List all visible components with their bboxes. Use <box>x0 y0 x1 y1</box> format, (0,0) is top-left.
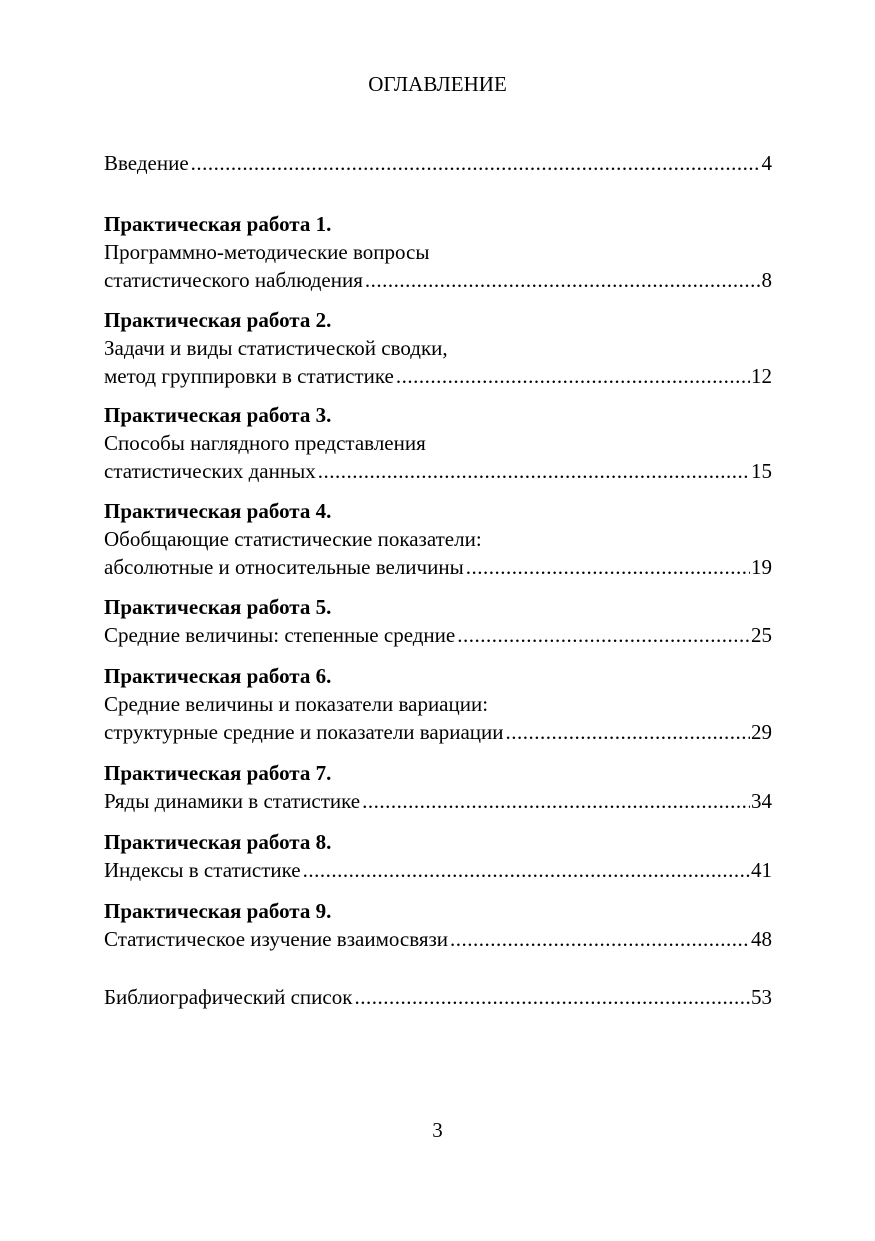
toc-line <box>104 856 772 884</box>
toc-entry-title: метод группировки в статистике <box>104 364 394 388</box>
toc-line <box>104 983 772 1011</box>
toc-entry-line: Задачи и виды статистической сводки, <box>104 336 448 360</box>
toc-heading: Практическая работа 1. <box>104 212 332 236</box>
toc-page-number: 19 <box>751 555 772 579</box>
toc-line <box>104 149 772 177</box>
toc-page-number: 41 <box>751 858 772 882</box>
toc-heading: Практическая работа 6. <box>104 664 332 688</box>
toc-line <box>104 457 772 485</box>
toc-page-number: 4 <box>761 151 772 175</box>
dot-leader <box>354 983 750 1011</box>
toc-entry-work-9[interactable] <box>104 897 772 953</box>
toc-line <box>104 925 772 953</box>
toc-page-number: 12 <box>751 364 772 388</box>
toc-line <box>104 266 772 294</box>
dot-leader <box>450 925 750 953</box>
toc-page-number: 53 <box>751 985 772 1009</box>
dot-leader <box>365 266 761 294</box>
dot-leader <box>466 553 750 581</box>
dot-leader <box>318 457 750 485</box>
toc-heading: Практическая работа 4. <box>104 499 332 523</box>
toc-entry-bibliography[interactable] <box>104 983 772 1011</box>
toc-page-number: 48 <box>751 927 772 951</box>
toc-page-number: 34 <box>751 789 772 813</box>
toc-entry-title: абсолютные и относительные величины <box>104 555 464 579</box>
toc-entry-title: Ряды динамики в статистике <box>104 789 361 813</box>
toc-entry-line: Программно-методические вопросы <box>104 240 430 264</box>
toc-page-number: 29 <box>751 720 772 744</box>
toc-entry-title: Библиографический список <box>104 985 353 1009</box>
dot-leader <box>303 856 750 884</box>
toc-entry-line: Способы наглядного представления <box>104 431 426 455</box>
toc-entry-title: Средние величины: степенные средние <box>104 623 456 647</box>
dot-leader <box>506 718 750 746</box>
page-title: ОГЛАВЛЕНИЕ <box>368 72 507 96</box>
page-number: 3 <box>432 1118 443 1142</box>
toc-line <box>104 718 772 746</box>
toc-page-number: 8 <box>761 268 772 292</box>
toc-entry-title: Индексы в статистике <box>104 858 301 882</box>
toc-entry-line: Обобщающие статистические показатели: <box>104 527 482 551</box>
toc-entry-work-2[interactable] <box>104 306 772 390</box>
toc-entry-work-3[interactable] <box>104 401 772 485</box>
toc-page-number: 25 <box>751 623 772 647</box>
toc-heading: Практическая работа 2. <box>104 308 332 332</box>
toc-entry-line: Средние величины и показатели вариации: <box>104 692 489 716</box>
toc-entry-work-6[interactable] <box>104 662 772 746</box>
toc-entry-title: структурные средние и показатели вариации <box>104 720 504 744</box>
toc-entry-title: Введение <box>104 151 189 175</box>
toc-entry-work-4[interactable] <box>104 497 772 581</box>
dot-leader <box>362 787 750 815</box>
toc-heading: Практическая работа 9. <box>104 899 332 923</box>
toc-heading: Практическая работа 5. <box>104 595 332 619</box>
toc-entry-work-1[interactable] <box>104 210 772 294</box>
toc-entry-title: статистического наблюдения <box>104 268 363 292</box>
toc-line <box>104 362 772 390</box>
dot-leader <box>191 149 761 177</box>
toc-heading: Практическая работа 8. <box>104 830 332 854</box>
toc-entry-intro[interactable] <box>104 149 772 177</box>
toc-heading: Практическая работа 3. <box>104 403 332 427</box>
toc-entry-title: статистических данных <box>104 459 316 483</box>
dot-leader <box>457 621 750 649</box>
toc-entry-work-7[interactable] <box>104 759 772 815</box>
toc-line <box>104 621 772 649</box>
toc-line <box>104 553 772 581</box>
toc-line <box>104 787 772 815</box>
toc-entry-work-5[interactable] <box>104 593 772 649</box>
toc-heading: Практическая работа 7. <box>104 761 332 785</box>
dot-leader <box>396 362 750 390</box>
toc-page-number: 15 <box>751 459 772 483</box>
toc-entry-work-8[interactable] <box>104 828 772 884</box>
toc-entry-title: Статистическое изучение взаимосвязи <box>104 927 449 951</box>
